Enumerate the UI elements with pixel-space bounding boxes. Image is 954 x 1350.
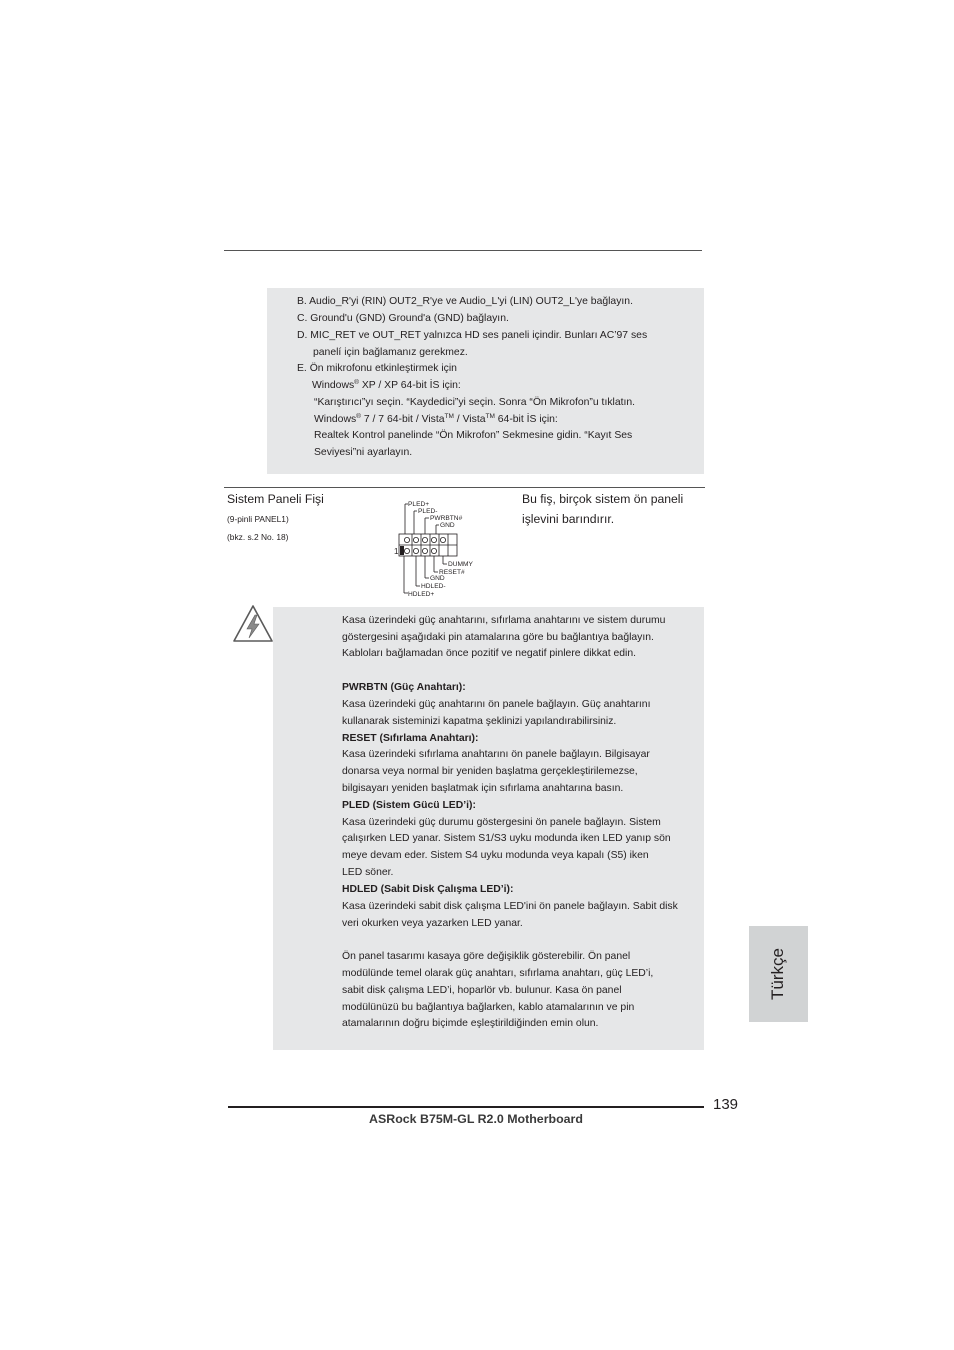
pled-text-line1: Kasa üzerindeki güç durumu göstergesini ön panele bağlayın. Sistem <box>342 817 661 828</box>
footer-rule <box>228 1106 704 1108</box>
warning-intro-line1: Kasa üzerindeki güç anahtarını, sıfırlama anahtarını ve sistem durumu <box>342 615 666 626</box>
audio-instructions-box <box>267 288 704 474</box>
front-panel-warning-box <box>273 607 704 1050</box>
hdled-text-line1: Kasa üzerindeki sabit disk çalışma LED'ini ön panele bağlayın. Sabit disk <box>342 901 678 912</box>
reset-text-line1: Kasa üzerindeki sıfırlama anahtarını ön panele bağlayın. Bilgisayar <box>342 749 650 760</box>
instruction-d: D. MIC_RET ve OUT_RET yalnızca HD ses paneli içindir. Bunları AC’97 ses <box>297 330 648 341</box>
label-pled-minus: PLED- <box>418 508 438 515</box>
warning-icon <box>231 604 275 644</box>
panel1-pin-diagram <box>392 496 484 600</box>
top-rule <box>224 250 702 251</box>
label-pled-plus: PLED+ <box>408 501 430 508</box>
pwrbtn-heading: PWRBTN (Güç Anahtarı): <box>342 682 466 693</box>
label-hdled-minus: HDLED- <box>421 583 446 590</box>
closing-text-line1: Ön panel tasarımı kasaya göre değişiklik gösterebilir. Ön panel <box>342 951 631 962</box>
language-tab-label: Türkçe <box>768 948 787 1000</box>
warning-intro-line3: Kabloları bağlamadan önce pozitif ve negatif pinlere dikkat edin. <box>342 648 637 659</box>
hdled-text-line2: veri okurken veya yazarken LED yanar. <box>342 918 523 929</box>
system-panel-title: Sistem Paneli Fişi <box>227 492 324 506</box>
instruction-e: E. Ön mikrofonu etkinleştirmek için <box>297 363 457 374</box>
instruction-d-cont: panelí için bağlamanız gerekmez. <box>313 347 468 358</box>
footer-product-name: ASRock B75M-GL R2.0 Motherboard <box>369 1112 583 1126</box>
system-panel-desc-line1: Bu fiş, birçok sistem ön paneli <box>522 492 684 506</box>
reset-text-line2: donarsa veya normal bir yeniden başlatma gerçekleştirilemezse, <box>342 766 638 777</box>
pled-text-line3: meye devam eder. Sistem S4 uyku modunda veya kapalı (S5) iken <box>342 850 649 861</box>
label-hdled-plus: HDLED+ <box>408 591 435 598</box>
reset-text-line3: bilgisayarı yeniden başlatmak için sıfırlama anahtarına basın. <box>342 783 624 794</box>
pled-heading: PLED (Sistem Gücü LED’i): <box>342 800 476 811</box>
closing-text-line4: modülünüzü bu bağlantıya bağlarken, kablo atamalarının ve pin <box>342 1002 635 1013</box>
warning-intro-line2: göstergesini aşağıdaki pin atamalarına göre bu bağlantıya bağlayın. <box>342 632 654 643</box>
section-rule <box>224 487 705 488</box>
system-panel-reference: (bkz. s.2 No. 18) <box>227 532 289 542</box>
instruction-c: C. Ground'u (GND) Ground'a (GND) bağlayın. <box>297 313 509 324</box>
label-gnd-top: GND <box>440 522 455 529</box>
system-panel-desc-line2: işlevini barındırır. <box>522 512 615 526</box>
page-number: 139 <box>713 1096 739 1113</box>
label-reset: RESET# <box>439 569 465 576</box>
instruction-b: B. Audio_R'yi (RIN) OUT2_R'ye ve Audio_L'yi (LIN) OUT2_L'ye bağlayın. <box>297 296 633 307</box>
closing-text-line2: modülünde temel olarak güç anahtarı, sıfırlama anahtarı, güç LED’i, <box>342 968 654 979</box>
language-tab-turkish <box>749 926 808 1022</box>
label-dummy: DUMMY <box>448 561 473 568</box>
windows-7-heading: Windows® 7 / 7 64-bit / Vista™ / Vista™ 64-bit İS için: <box>314 413 558 425</box>
pled-text-line4: LED söner. <box>342 867 394 878</box>
pwrbtn-text-line1: Kasa üzerindeki güç anahtarını ön panele bağlayın. Güç anahtarını <box>342 699 651 710</box>
closing-text-line3: sabit disk çalışma LED’i, hoparlör vb. bulunur. Kasa ön panel <box>342 985 622 996</box>
windows-7-steps: Realtek Kontrol panelinde “Ön Mikrofon” Sekmesine gidin. “Kayıt Ses <box>314 430 633 441</box>
pled-text-line2: çalışırken LED yanar. Sistem S1/S3 uyku modunda iken LED yanıp sön <box>342 833 671 844</box>
label-gnd-bottom: GND <box>430 575 445 582</box>
closing-text-line5: atamalarının doğru biçimde eşleştirildiğinden emin olun. <box>342 1018 599 1029</box>
reset-heading: RESET (Sıfırlama Anahtarı): <box>342 733 479 744</box>
label-pwrbtn: PWRBTN# <box>430 515 463 522</box>
system-panel-pin-count: (9-pinli PANEL1) <box>227 514 289 524</box>
label-pin-1: 1 <box>394 547 399 556</box>
windows-xp-heading: Windows® XP / XP 64-bit İS için: <box>312 379 461 391</box>
pwrbtn-text-line2: kullanarak sisteminizi kapatma şeklinizi yapılandırabilirsiniz. <box>342 716 617 727</box>
windows-7-steps-cont: Seviyesi”ni ayarlayın. <box>314 447 413 458</box>
windows-xp-steps: “Karıştırıcı”yı seçin. “Kaydedici”yi seçin. Sonra “Ön Mikrofon”u tıklatın. <box>314 397 636 408</box>
hdled-heading: HDLED (Sabit Disk Çalışma LED’i): <box>342 884 514 895</box>
